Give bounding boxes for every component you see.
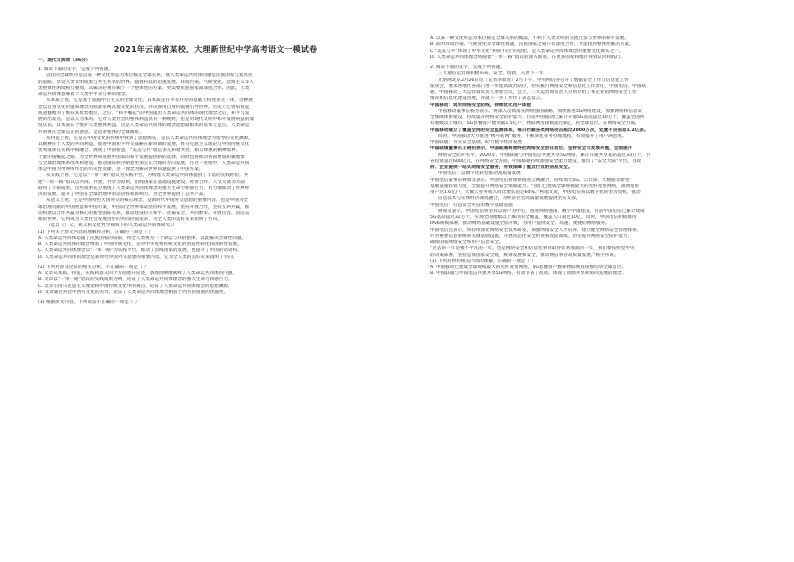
text-line: D. 人类命运共同体的理念是新时代中国外交思想的重要内容，它为全人类的美好未来指明了方向。 — [38, 254, 238, 260]
text-line: 中国移动：筑牢网络安全防线，持续优化用户体验 — [430, 102, 532, 108]
text-line: 济的发展，提升了中国在全球治理中的话语权和影响力，为全世界提供了公共产品。 — [38, 192, 208, 197]
text-line: 体是中国为世界所作出的历史性贡献，这一理念为解决世界问题提供了中国方案。 — [38, 167, 204, 172]
text-line: 信息技术与实体经济深度融合，为经济社会高质量发展提供坚实支撑。 — [438, 196, 581, 202]
text-line: 动构建以合作共赢为核心的新型国际关系，推动建设持久和平、普遍安全、共同繁荣、开放包容、清洁美 — [38, 210, 250, 216]
text-line: 中国电信：打造安全可信的数字基础设施 — [430, 202, 513, 208]
text-line: 情况和信息化建设进展，并就下一步工作作了表态发言。 — [430, 96, 545, 102]
text-line: B. 中国联通与中国电信共建共享5G网络，有效节省了投资，体现了资源共享和协同发展的理念。 — [430, 271, 627, 277]
text-line: 中国联通：夯实安全基础，助力数字经济发展 — [430, 140, 522, 145]
text-line: 于此中国崛起之路，为全世界和发展中国家的和平发展提供新的选择，同时也将推动各国更加积极地参 — [38, 154, 245, 160]
text-line: (1) 下列对材料相关内容的理解，正确的一项是（ ） — [430, 258, 536, 264]
text-line: 柯瑞文表示，中国电信将坚持以客户为中心，推进网络强国、数字中国建设。目前中国电信已累计建成 — [438, 208, 645, 214]
text-line: 座谈会，要求各地区各部门进一步提高政治站位，切实履行网络安全和信息化工作责任，中国电信、中国联 — [430, 83, 646, 89]
exam-title: 2021年云南省某校、大理新世纪中学高考语文一模试卷 — [113, 45, 318, 54]
left-column-text — [38, 67, 393, 306]
text-line: 光明网北京2月26日电（记者李政瑶）2月下午，中央网信办召开了数据安全工作与信息化工作 — [438, 77, 629, 83]
text-line: （选自《广义、狭义和文化哲学视域下的人类命运共同体研究》） — [46, 223, 177, 229]
text-line: 5G基站超过32万个，实现全国地级以上城市的全覆盖，覆盖人口超过10亿，同时，中国电信积极推进 — [430, 215, 637, 220]
text-line: B. 文章以“一带一路”倡议的实践成果为例，论证了人类命运共同体理念的强大生命力和感召力。 — [38, 277, 233, 283]
text-line: 的思路。享受人类文明成果与共生共享的世界，随着科技的迅速发展，环境污染、气候变化、恐怖主义等人 — [38, 79, 254, 85]
text-line: 的决策部署，坚持总体国家安全观，统筹发展和安全，推动网信事业高质量发展。”杨小伟说。 — [430, 252, 619, 258]
text-line: 有地级以上城市，5G套餐客户数突破1.5亿户，物联网连接数超过8亿，居全球首位。在网络安全方面， — [430, 121, 640, 127]
text-line: C.“美美与共”体现了中华文化“和而不同”的思想，是人类命运共同体理念的重要文化源头之一。 — [430, 48, 624, 54]
text-line: 中国电信董事长柯瑞文表示，中国电信将加快推进云网融合，持续加大5G、云计算、大数据等新型 — [430, 177, 630, 183]
text-line: 中国电信：以数字化转型推动高质量发展 — [438, 171, 521, 177]
left-column — [38, 34, 393, 554]
text-line: 同时，中国移动大力推进“携号转网”服务，不断简化业务办理流程，有效提升了用户满意度。 — [438, 133, 627, 139]
text-line: A. 人类命运共同体超越了民族国家的局限，将全人类视为一个命运与共的整体，以此解决全球性问题。 — [38, 235, 247, 241]
text-line: B. 面对环境污染、气候变化等全球性难题，民族国家之间只有深度合作，才能找到整体性解决方案。 — [430, 42, 634, 48]
text-line: 1. 阅读下面的文字，完成下列各题。 — [38, 67, 113, 72]
text-line: 用户达1.6亿户，天翼云业务收入同比增长超过60%。”柯瑞文说，中国电信将以数字化转型为契机，推动 — [430, 190, 641, 195]
text-line: 中国电信还表示，将持续深化网络安全技术研发，加强网络安全人才培养，建立健全网络安全管理体系， — [430, 227, 642, 233]
text-line: 其精神在于人类的共同利益，推进中国和平外交战略在新时期的发展，将马克思主义理论与中国传统文化 — [38, 142, 250, 147]
text-line: 通、中国移动三大运营商负责人参加会议，会上，三大运营商负责人分别介绍了本企业的网络安全工作 — [430, 90, 637, 95]
text-line: 展的出发点，是以人为本的。它对人类社会的整体利益具有一种视野，也是对现代文明中和平发展利益的深 — [38, 117, 254, 122]
text-line: 或遗憾地为了维持其优势地位，之后，“和平崛起”的中国提出人类命运共同体的现代理念之后，和平与发 — [38, 110, 250, 116]
text-line: 中国移动建立了覆盖全网的安全监测体系，每日拦截各类网络攻击超过2000万次，处置不良信息1.2亿条。 — [430, 127, 649, 133]
text-line: 命运共同体意味着于人类中平等互利的理念。 — [38, 92, 130, 97]
text-line: (2) 下列对原文论证的相关分析，不正确的一项是（ ） — [38, 264, 149, 270]
text-line: 从特征上看，它是在中国文化的传统中找到了思想源头，是以人类命运共同体理念为指导的文化渊源， — [46, 135, 253, 141]
text-line: 府、企业提供一站式网络安全服务，有效保障了重点行业的信息安全。 — [430, 165, 573, 170]
text-line: 基础设施投资力度，全面提升网络安全保障能力。“我们已建成全球规模最大的光纤宽带网络，固网宽带 — [430, 183, 640, 189]
text-line: 念以自身文化价值和理念为标准审视其他文化的状况，并试图用自身价值观引导世界。历史上它曾肩负起 — [38, 104, 250, 110]
text-line: C. 文章引用马克思主义理论和中国传统文化中的观点，论证了人类命运共同体理念的思想渊源。 — [38, 283, 233, 289]
text-line: (3) 根据原文内容，下列说法不正确的一项是（ ） — [38, 300, 140, 305]
text-line: A. 以某一种文化形态为本位核定全球关系的做法，不利于人类文明的交流互鉴与世界的和平发展。 — [430, 36, 629, 41]
text-line: 优秀成果在实践中相融合，展现了中国智慧，“美美与共”就是多元和谐共处、相互尊重的精神境界， — [38, 148, 241, 154]
text-line: IPv6规模部署，推动网络基础设施全面升级，为用户提供安全、高速、便捷的网络服务。 — [430, 221, 610, 227]
text-line: D. 文章通过对比中西方文化的差异，论证了人类命运共同体理念相较于西方价值观的优越性。 — [38, 289, 229, 295]
text-line: 针对重要信息系统和关键基础设施，开展常态化安全检查和攻防演练，切实提升网络安全防护能力， — [430, 233, 633, 239]
text-line: 度认识，其本质在于维护人类整体利益，这是人类命运共同体的理念思想最根本的基本立足点，人类命运 — [38, 123, 250, 129]
text-line: A. 中国移动已建成全球规模最大的光纤宽带网络，5G套餐客户数和物联网连接数均居全球首位。 — [430, 265, 627, 270]
text-line: 丽的世界，它将成为人类社会发展进步的共同价值追求，为全人类的美好未来指明了方向。 — [38, 217, 222, 222]
text-line: A. 文章从本质、特征、实践和意义四个方面展开论述，条理清晰地阐释了人类命运共同体的内涵。 — [38, 271, 237, 276]
text-line: 确保国家网络安全和用户信息安全。 — [430, 240, 504, 245]
right-column-text — [430, 36, 785, 278]
text-line: 2. 阅读下面的文字，完成下列各题。 — [430, 65, 505, 70]
text-line: 从意义上看，它是中国特色大国外交的核心理念，是新时代中国外交思想的重要内容，也是中国为全 — [46, 198, 249, 204]
text-line: 从实践上看，它是以“一带一路”倡议为实践平台，为构建人类命运共同体提供了丰富的实践经验。共 — [46, 173, 249, 179]
text-line: 建“一带一路”倡议以共商、共建、共享为原则，沿线国家在基础设施建设、经贸合作、人文交流等方面 — [38, 179, 245, 185]
text-line: 与全球治理体系改革和建设，推动国际秩序朝着更加公正合理的方向发展，在这一进程中，人类命运共同 — [38, 160, 250, 166]
text-line: B. 人类命运共同体的理念继承了中国传统文化，是对中华优秀传统文化的创造性转化和创新性发展。 — [38, 242, 242, 247]
text-line: 中国联通董事长王晓初表示，中国联通将始终把网络安全放在首位，坚持安全与发展并重，全面提升 — [430, 146, 633, 152]
text-line: 网络安全防护水平。2020年，中国联通与中国电信共建共享5G网络，累计开通共享基站超过33万个，节 — [438, 152, 651, 158]
text-line: 球治理贡献的中国智慧和中国方案，中国向全世界承诺坚持和平发展，坚持开放合作，坚持互利共赢，推 — [38, 204, 250, 210]
text-line: “过去的一年是极不平凡的一年，也是网络安全和信息化事业取得显著成就的一年，我们要按照党中央 — [430, 246, 635, 252]
text-line: 全保障体系建设，持续提升网络安全防护能力。目前中国移动已累计开通5G基站超过10万个，覆盖全国所 — [430, 115, 645, 120]
right-column — [430, 36, 785, 556]
section-heading: 一、现代文阅读（36分） — [38, 58, 91, 63]
text-line: 共同体在全球公正的意思，是追求整体的全球福祉。 — [38, 129, 144, 135]
text-line: 中国移动董事长杨杰表示，将深入贯彻落实网络强国战略，加快推进5G网络建设，加强网络和信息安 — [438, 108, 643, 114]
text-line: 从本质上看，它是基于超越中心主义的全球文化，其本质是在平等共存的基础上构建多元一体，这种观 — [46, 98, 253, 104]
text-line: 省投资超过600亿元，在网络安全方面，中国联通持续加强安全能力建设，推出了“安全大脑”平台，为政 — [430, 158, 642, 164]
text-line: 以往的全球秩序是以某一种文化形态为本位核定全球关系，使人类命运共同体问题是民族国家与复苏民 — [46, 73, 253, 79]
text-line: 三大通信运营商积极布局，安全、创新，入世下一年 — [438, 71, 544, 77]
text-line: 类整体性困境相互叠加，其解决必须有赖于一个整体性的方案，更需要民族国家间深度合作。因此，人类 — [38, 85, 250, 91]
text-line: D. 人类命运共同体理念将随着“一带一路”倡议的深入推进，在更多国家和地区得到认同和践行。 — [430, 54, 625, 60]
text-line: 取得了丰硕成果，这些成果充分展现了人类命运共同体理念的强大生命力和感召力，有力地推动了世界经 — [38, 185, 250, 191]
text-line: (1) 下列关于原文内容的理解和分析，正确的一项是（ ） — [38, 229, 154, 235]
text-line: C. 人类命运共同体理念以“一带一路”为实践平台，推动了沿线国家的发展，也提升了中国的话语权。 — [38, 248, 242, 254]
